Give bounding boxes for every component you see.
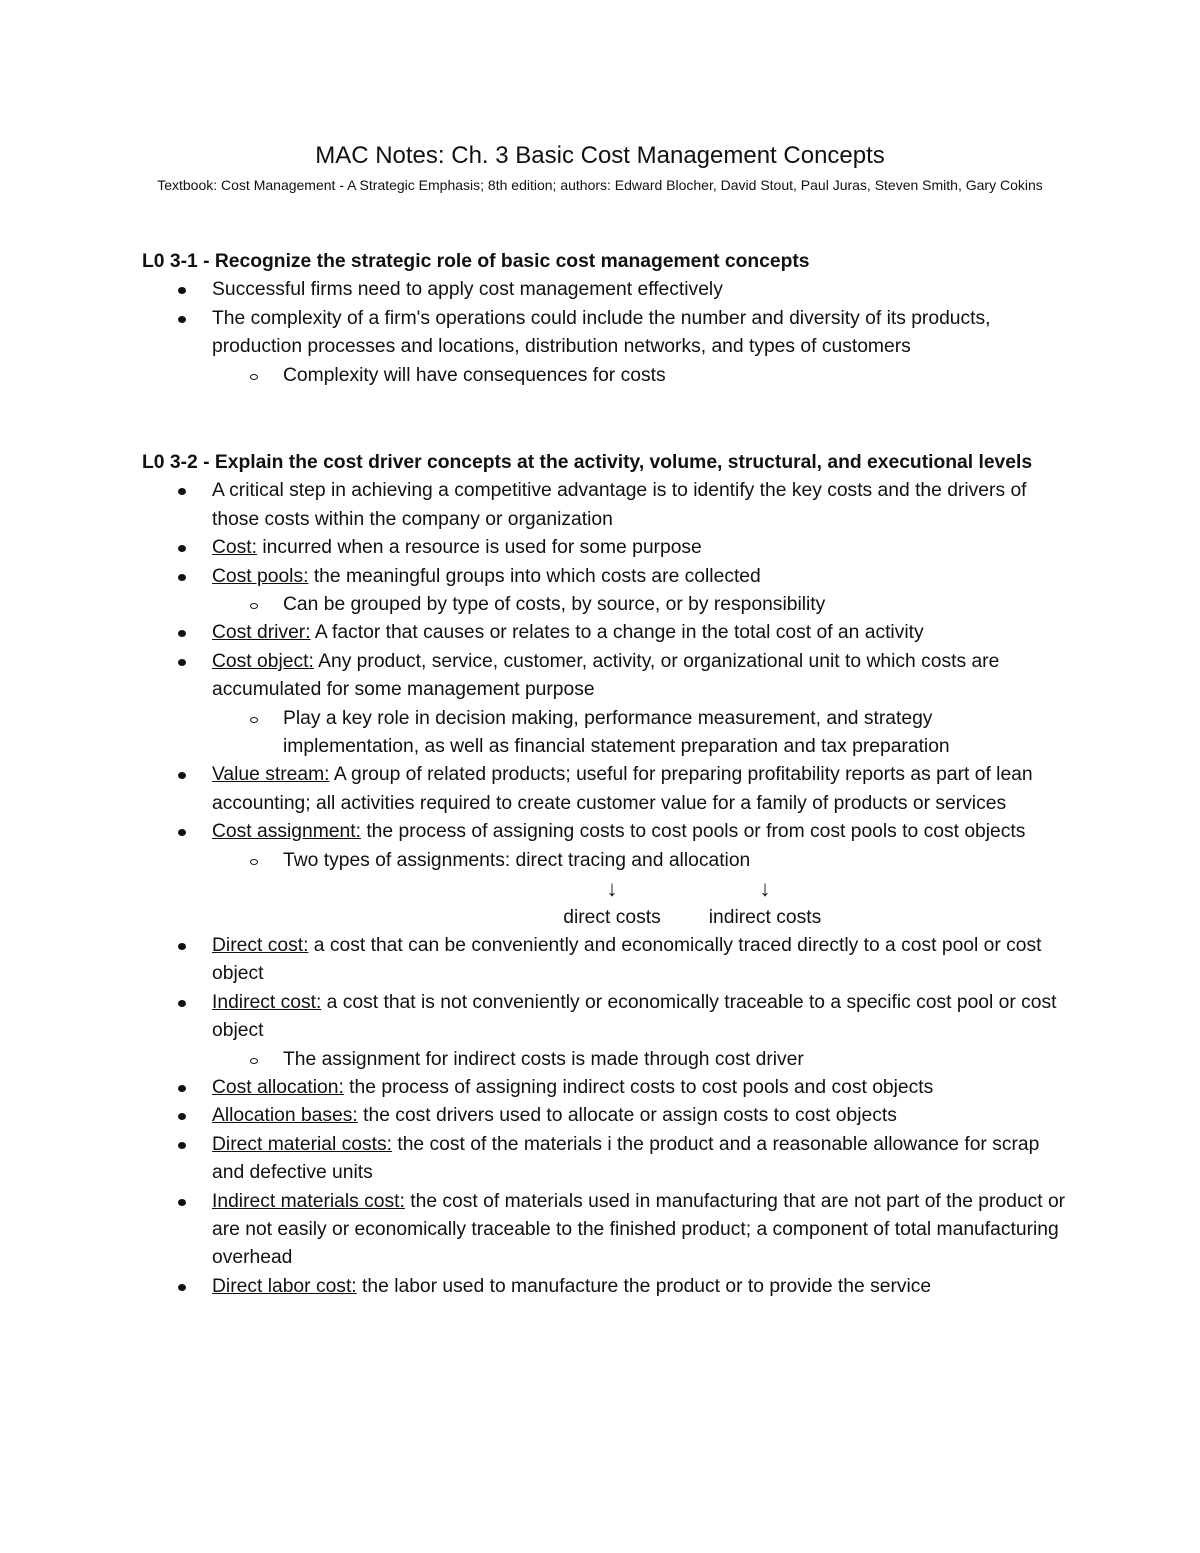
term-definition: the cost of materials used in manufacturing that are not part of the product or are not easily or economically traceable to the finished product; a component of total manufacturing overhead [212,1190,1066,1269]
list-item [142,761,1072,818]
page-subtitle: Textbook: Cost Management - A Strategic Emphasis; 8th edition; authors: Edward Blocher, David Stout, Paul Juras, Steven Smith, Gary Cokins [157,177,1043,193]
indirect-costs-column [693,875,837,932]
list-item [142,818,1072,846]
list-item: The complexity of a firm's operations could include the number and diversity of its products, production processes and locations, distribution networks, and types of customers [142,305,1072,362]
direct-costs-label: direct costs [563,906,661,928]
list-item [142,1131,1072,1188]
term-label: Indirect materials cost: [212,1190,405,1212]
list-item [142,932,1072,989]
term-definition: a cost that is not conveniently or economically traceable to a specific cost pool or cost object [212,991,1057,1042]
term-definition: the meaningful groups into which costs are collected [308,565,761,587]
sub-list-item: Two types of assignments: direct tracing and allocation [142,847,1072,875]
section-heading: L0 3-2 - Explain the cost driver concepts at the activity, volume, structural, and executional levels [142,452,1033,473]
term-definition: incurred when a resource is used for some purpose [257,537,702,559]
list-item [142,619,1072,647]
term-label: Cost: [212,537,258,559]
list-item [142,1074,1072,1102]
down-arrow-icon: ↓ [759,876,771,902]
list-item: A critical step in achieving a competitive advantage is to identify the key costs and the drivers of those costs within the company or organization [142,477,1072,534]
sub-list-item: Complexity will have consequences for costs [142,362,1072,390]
term-label: Cost object: [212,650,314,672]
bullet-list [142,477,1072,1301]
term-label: Value stream: [212,764,330,786]
term-definition: the process of assigning costs to cost pools or from cost pools to cost objects [360,821,1026,843]
section-lo-3-2 [142,449,1072,1301]
term-definition: A group of related products; useful for preparing profitability reports as part of lean accounting; all activities required to create customer value for a family of products or services [212,764,1033,814]
bullet-list [142,276,1072,390]
term-label: Cost allocation: [212,1076,344,1098]
assignment-arrows [142,875,1072,932]
term-label: Allocation bases: [212,1105,358,1127]
direct-costs-column [534,875,690,932]
list-item [142,563,1072,591]
sub-list-item: The assignment for indirect costs is made through cost driver [142,1046,1072,1074]
term-label: Direct material costs: [212,1133,392,1155]
term-label: Direct cost: [212,934,309,956]
down-arrow-icon: ↓ [606,876,618,902]
list-item [142,1102,1072,1130]
sub-list-item: Can be grouped by type of costs, by source, or by responsibility [142,591,1072,619]
term-label: Direct labor cost: [212,1275,357,1297]
list-item [142,1188,1072,1273]
section-lo-3-1 [142,248,1072,390]
list-item [142,989,1072,1046]
term-label: Cost pools: [212,565,309,587]
term-definition: the cost drivers used to allocate or assign costs to cost objects [357,1105,897,1127]
list-item [142,1273,1072,1301]
sub-list-item: Play a key role in decision making, performance measurement, and strategy implementation, as well as financial statement preparation and tax preparation [142,705,1072,762]
term-label: Cost assignment: [212,821,361,843]
term-definition: Any product, service, customer, activity, or organizational unit to which costs are accumulated for some management purpose [212,650,1000,701]
term-definition: the labor used to manufacture the product or to provide the service [356,1275,932,1297]
term-definition: the process of assigning indirect costs to cost pools and cost objects [343,1076,934,1098]
indirect-costs-label: indirect costs [708,906,822,928]
term-definition: a cost that can be conveniently and economically traced directly to a cost pool or cost object [212,934,1042,985]
term-definition: the cost of the materials i the product and a reasonable allowance for scrap and defective units [212,1133,1040,1184]
list-item: Successful firms need to apply cost management effectively [142,276,1072,304]
list-item [142,648,1072,705]
list-item [142,534,1072,562]
page-title: MAC Notes: Ch. 3 Basic Cost Management Concepts [315,142,885,169]
term-label: Cost driver: [212,622,311,644]
section-heading: L0 3-1 - Recognize the strategic role of basic cost management concepts [142,251,810,272]
term-label: Indirect cost: [212,991,322,1013]
term-definition: A factor that causes or relates to a change in the total cost of an activity [310,622,924,644]
